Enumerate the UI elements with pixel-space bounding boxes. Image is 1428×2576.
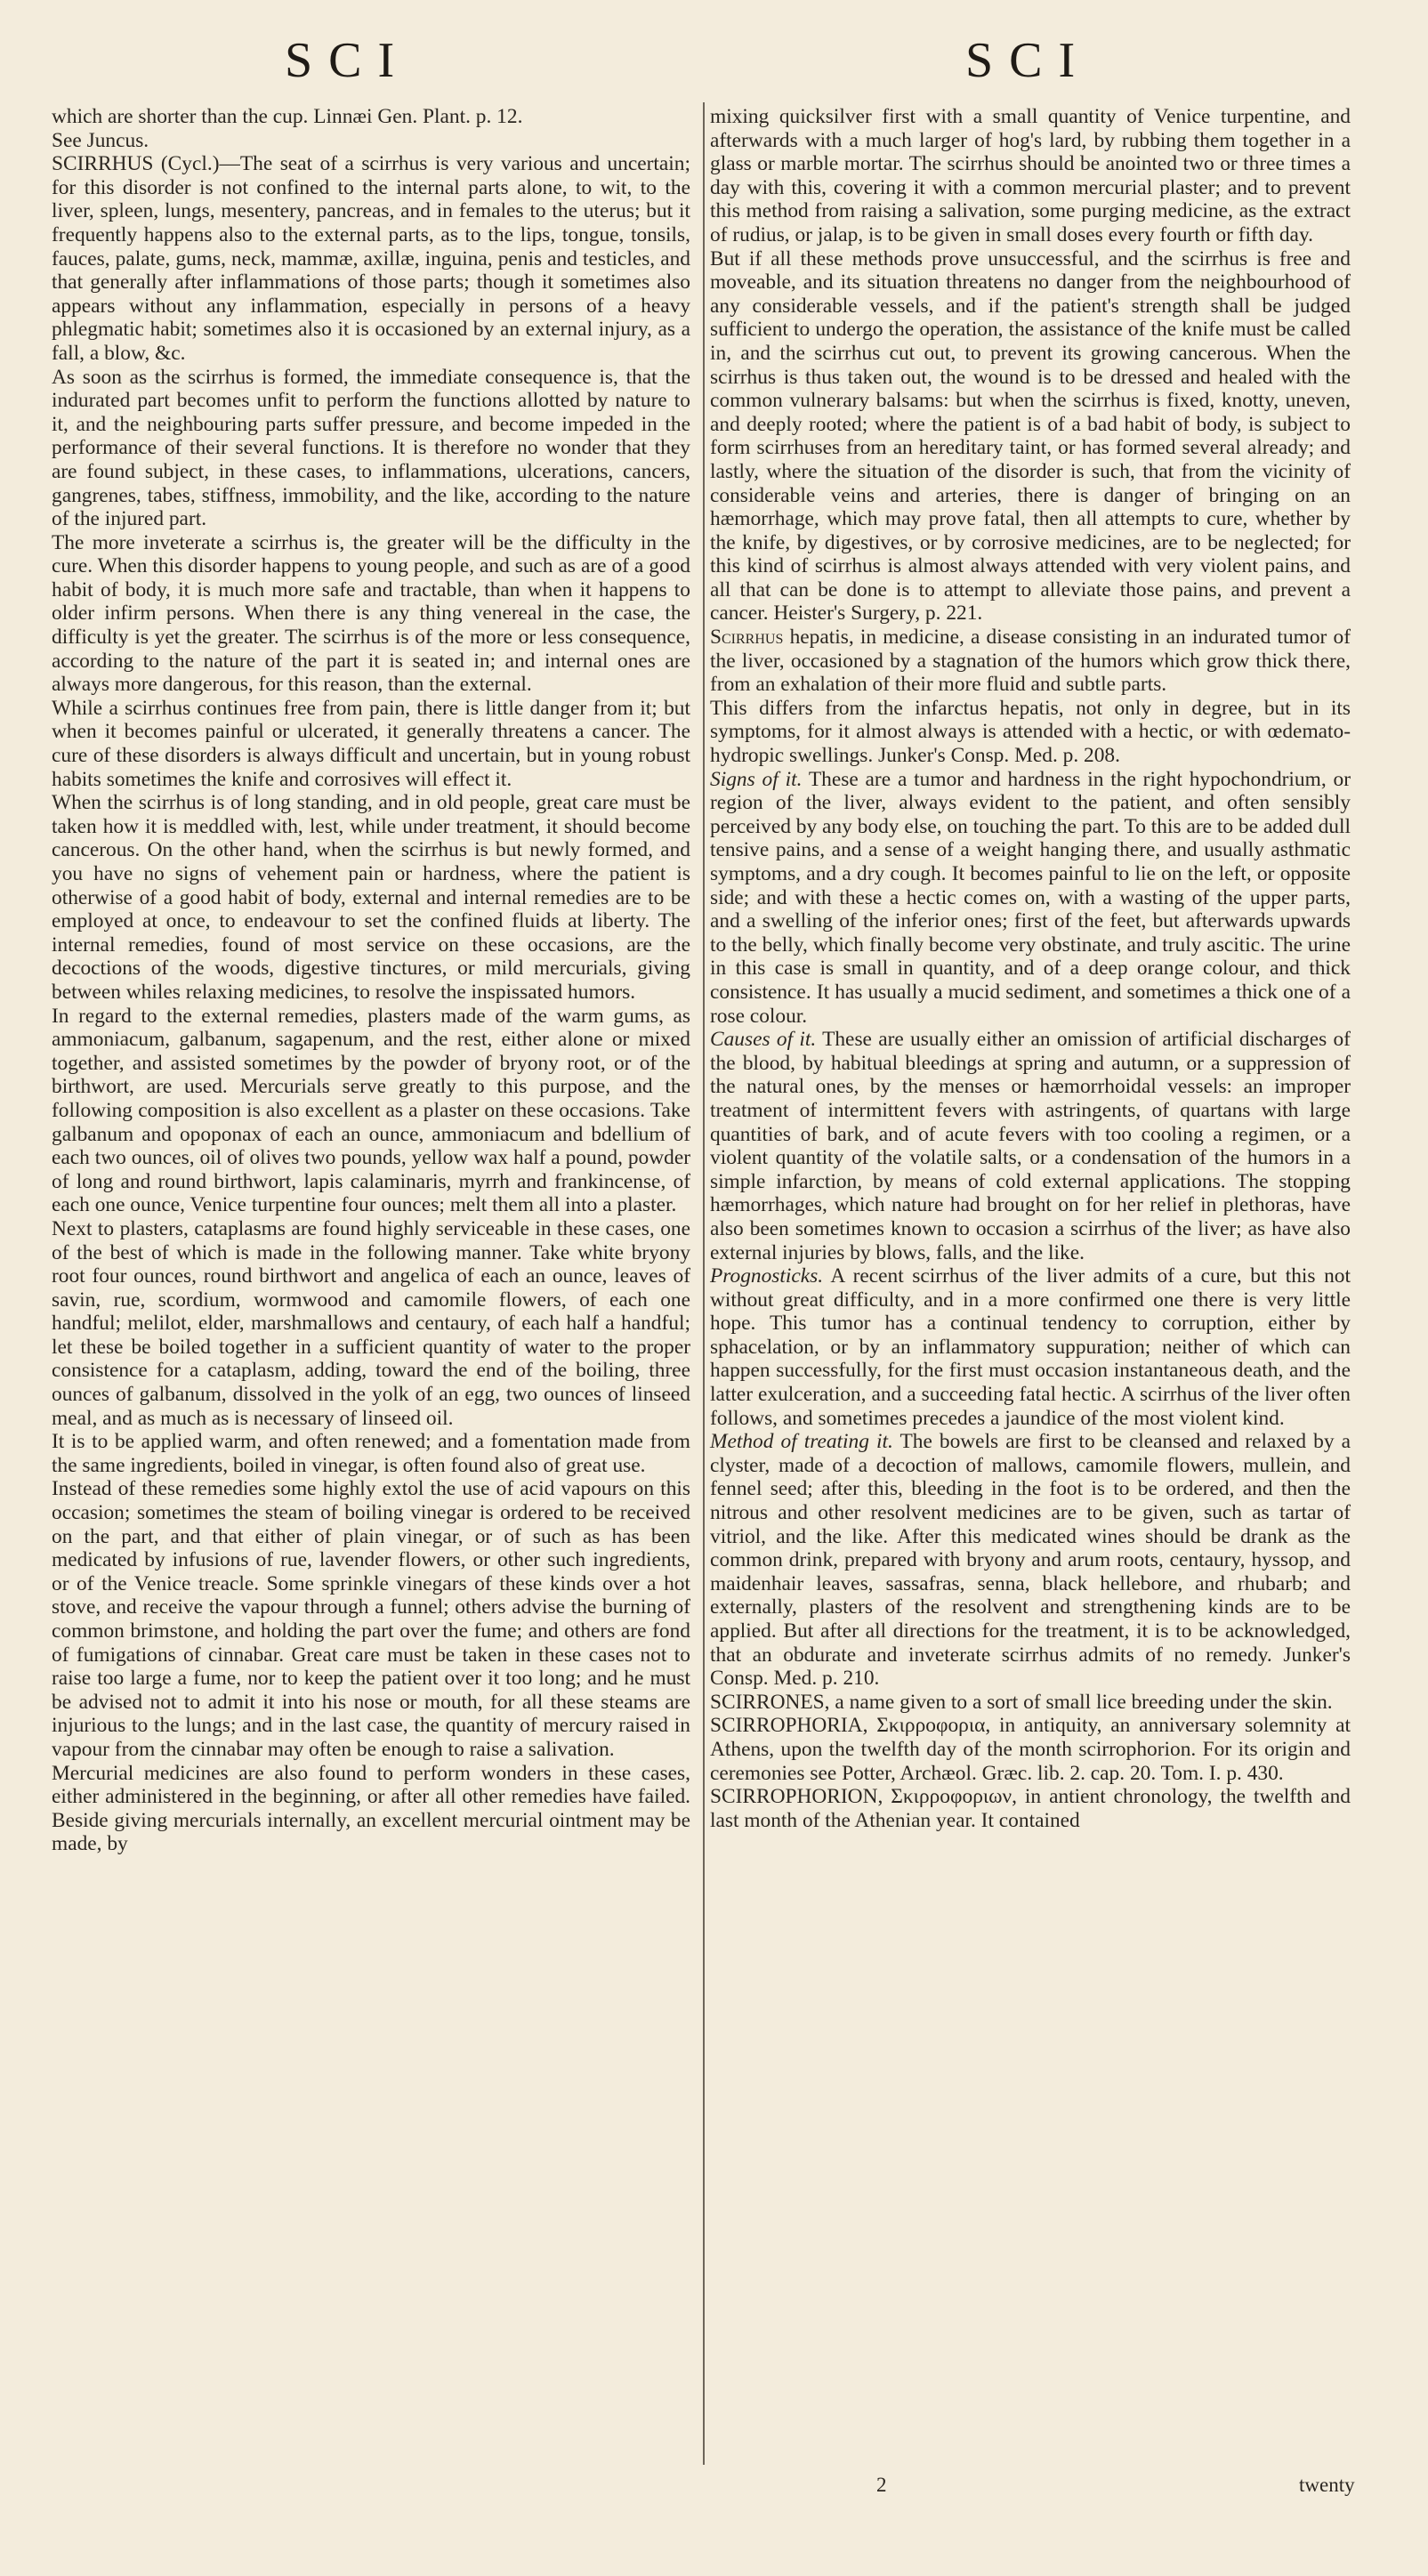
paragraph: mixing quicksilver first with a small quantity of Venice turpentine, and afterwards with a much larger of hog's lard, by rubbing them together in a glass or marble mortar. The scirrhus should be anointed two or three times a day with this, covering it with a common mercurial plaster; and to prevent this method from raising a salivation, some purging medicine, as the extract of rudius, or jalap, is to be given in small doses every fourth or fifth day. bbox=[710, 105, 1351, 246]
section-heading: Signs of it. bbox=[710, 767, 803, 791]
paragraph: As soon as the scirrhus is formed, the immediate consequence is, that the indurated part becomes unfit to perform the functions allotted by nature to it, and the neighbouring parts suffer pressure, and become impeded in the performance of their several functions. It is therefore no wonder that they are found subject, in these cases, to inflammations, ulcerations, cancers, gangrenes, tabes, stiffness, immobility, and the like, according to the nature of the injured part. bbox=[52, 365, 690, 531]
running-head-right: SCI bbox=[965, 33, 1092, 88]
paragraph: Mercurial medicines are also found to perform wonders in these cases, either administered in the beginning, or after all other remedies have failed. Beside giving mercurials internally, an excellent mercurial ointment may be made, by bbox=[52, 1761, 690, 1856]
column-divider bbox=[703, 102, 705, 2465]
section-heading: Prognosticks. bbox=[710, 1264, 824, 1288]
paragraph: When the scirrhus is of long standing, and in old people, great care must be taken how it is meddled with, lest, while under treatment, it should become cancerous. On the other hand, when the scirrhus is but newly formed, and you have no signs of vehement pain or hardness, where the patient is otherwise of a good habit of body, external and internal remedies are to be employed at once, to endeavour to set the confined fluids at liberty. The internal remedies, found of most service on these occasions, are the decoctions of the woods, digestive tinctures, or mild mercurials, giving between whiles relaxing medicines, to resolve the inspissated humors. bbox=[52, 791, 690, 1004]
entry-headword: SCIRROPHORIA, bbox=[710, 1714, 868, 1738]
paragraph: This differs from the infarctus hepatis, not only in degree, but in its symptoms, for it almost always is attended with a hectic, or with œdemato-hydropic swellings. Junker's Consp. Med. p. 208. bbox=[710, 696, 1351, 768]
left-column bbox=[52, 105, 690, 1856]
paragraph: While a scirrhus continues free from pain, there is little danger from it; but when it becomes painful or ulcerated, it generally threatens a cancer. The cure of these disorders is always difficult and uncertain, but in young robust habits sometimes the knife and corrosives will effect it. bbox=[52, 696, 690, 791]
paragraph: Next to plasters, cataplasms are found highly serviceable in these cases, one of the best of which is made in the following manner. Take white bryony root four ounces, round birthwort and angelica of each an ounce, leaves of savin, rue, scordium, wormwood and camomile flowers, of each one handful; melilot, elder, marshmallows and centaury, of each half a handful; let these be boiled together in a sufficient quantity of water to the proper consistence for a cataplasm, adding, toward the end of the boiling, three ounces of galbanum, dissolved in the yolk of an egg, two ounces of linseed meal, and as much as is necessary of linseed oil. bbox=[52, 1216, 690, 1430]
paragraph: In regard to the external remedies, plasters made of the warm gums, as ammoniacum, galbanum, sagapenum, and the rest, either alone or mixed together, and assisted sometimes by the powder of bryony root, or of the birthwort, are used. Mercurials serve greatly to this purpose, and the following composition is also excellent as a plaster on these occasions. Take galbanum and opoponax of each an ounce, ammoniacum and bdellium of each two ounces, oil of olives two pounds, yellow wax half a pound, powder of long and round birthwort, lapis calaminaris, myrrh and frankincense, of each one ounce, Venice turpentine four ounces; melt them all into a plaster. bbox=[52, 1004, 690, 1217]
entry-scirrhus-hepatis: Scirrhus hepatis, in medicine, a disease consisting in an indurated tumor of the liver, occasioned by a stagnation of the humors which grow thick there, from an exhalation of their more fluid and subtle parts. bbox=[710, 626, 1351, 697]
section-causes: Causes of it. These are usually either an omission of artificial discharges of the blood, by habitual bleedings at spring and autumn, or a suppression of the natural ones, by the menses or hæmorrhoidal vessels: an improper treatment of intermittent fevers with astringents, of quartans with large quantities of bark, and of acute fevers with too cooling a regimen, or a violent quantity of the volatile salts, or a condensation of the humors in a simple infarction, by means of cold external applications. The stopping hæmorrhages, which nature had brought on for her relief in plethoras, have also been sometimes known to occasion a scirrhus of the liver; as have also external injuries by blows, falls, and the like. bbox=[710, 1028, 1351, 1264]
running-head-left: SCI bbox=[285, 33, 411, 88]
paragraph: The more inveterate a scirrhus is, the greater will be the difficulty in the cure. When this disorder happens to young people, and such as are of a good habit of body, it is much more safe and tractable, than when it happens to older infirm persons. When there is any thing venereal in the case, the difficulty is yet the greater. The scirrhus is of the more or less consequence, according to the nature of the part it is seated in; and internal ones are always more dangerous, for this reason, than the external. bbox=[52, 530, 690, 697]
paragraph: It is to be applied warm, and often renewed; and a fomentation made from the same ingredients, boiled in vinegar, is often found also of great use. bbox=[52, 1430, 690, 1477]
paragraph: See Juncus. bbox=[52, 128, 149, 152]
section-heading: Causes of it. bbox=[710, 1028, 817, 1052]
section-signs: Signs of it. These are a tumor and hardness in the right hypochondrium, or region of the liver, always evident to the patient, and often sensibly perceived by any body else, on touching the part. To this are to be added dull tensive pains, and a sense of a weight hanging there, and usually asthmatic symptoms, and a dry cough. It becomes painful to lie on the left, or opposite side; and with these a hectic comes on, with a wasting of the upper parts, and a swelling of the inferior ones; first of the feet, but afterwards upwards to the belly, which finally become very obstinate, and truly ascitic. The urine in this case is small in quantity, and of a deep orange colour, and thick consistence. It has usually a mucid sediment, and sometimes a thick one of a rose colour. bbox=[710, 767, 1351, 1028]
right-column bbox=[710, 105, 1351, 1832]
catchword: twenty bbox=[1299, 2474, 1355, 2496]
section-heading: Method of treating it. bbox=[710, 1430, 893, 1454]
paragraph: But if all these methods prove unsuccessful, and the scirrhus is free and moveable, and its situation threatens no danger from the neighbourhood of any considerable vessels, and if the patient's strength shall be judged sufficient to undergo the operation, the assistance of the knife must be called in, and the scirrhus cut out, to prevent its growing cancerous. When the scirrhus is thus taken out, the wound is to be dressed and healed with the common vulnerary balsams: but when the scirrhus is fixed, knotty, uneven, and deeply rooted; where the patient is of a bad habit of body, is subject to form scirrhuses from an hereditary taint, or has formed several already; and lastly, where the situation of the disorder is such, that from the vicinity of considerable veins and arteries, there is danger of bringing on an hæmorrhage, which may prove fatal, then all attempts to cure, whether by the knife, by digestives, or by corrosive medicines, are to be neglected; for this kind of scirrhus is almost always attended with very violent pains, and all that can be done is to attempt to alleviate those pains, and prevent a cancer. Heister's Surgery, p. 221. bbox=[710, 246, 1351, 626]
entry-scirrones: SCIRRONES, a name given to a sort of small lice breeding under the skin. bbox=[710, 1690, 1333, 1714]
entry-headword: SCIRROPHORION, bbox=[710, 1785, 883, 1809]
section-prognosticks: Prognosticks. A recent scirrhus of the liver admits of a cure, but this not without great difficulty, and in a more confirmed one there is very little hope. This tumor has a continual tendency to corruption, either by sphacelation, or by an inflammatory suppuration; neither of which can happen successfully, for the first must occasion instantaneous death, and the latter exulceration, and a succeeding fatal hectic. A scirrhus of the liver often follows, and sometimes precedes a jaundice of the most violent kind. bbox=[710, 1264, 1351, 1430]
section-method: Method of treating it. The bowels are first to be cleansed and relaxed by a clyster, made of a decoction of mallows, camomile flowers, mullein, and fennel seed; after this, bleeding in the foot is to be ordered, and then the nitrous and other resolvent medicines are to be given, such as tartar of vitriol, and the like. After this medicated wines should be drank as the common drink, prepared with bryony and arum roots, centaury, hyssop, and maidenhair leaves, sassafras, senna, black hellebore, and rhubarb; and externally, plasters of the resolvent and strengthening kinds are to be applied. But after all directions for the treatment, it is to be acknowledged, that an obdurate and inveterate scirrhus admits of no remedy. Junker's Consp. Med. p. 210. bbox=[710, 1430, 1351, 1691]
signature-mark: 2 bbox=[876, 2474, 887, 2496]
entry-scirrophoria: SCIRROPHORIA, Σκιρροφορια, in antiquity, an anniversary solemnity at Athens, upon the twelfth day of the month scirrophorion. For its origin and ceremonies see Potter, Archæol. Græc. lib. 2. cap. 20. Tom. I. p. 430. bbox=[710, 1714, 1351, 1785]
entry-headword: Scirrhus bbox=[710, 626, 784, 650]
entry-headword: SCIRRHUS bbox=[52, 152, 154, 176]
paragraph: Instead of these remedies some highly extol the use of acid vapours on this occasion; sometimes the steam of boiling vinegar is ordered to be received on the part, and that either of plain vinegar, or of such as has been medicated by infusions of rue, lavender flowers, or other such ingredients, or of the Venice treacle. Some sprinkle vinegars of these kinds over a hot stove, and receive the vapour through a funnel; others advise the burning of common brimstone, and holding the part over the fume; and others are fond of fumigations of cinnabar. Great care must be taken in these cases not to raise too large a fume, nor to keep the patient over it too long; and he must be advised not to admit it into his nose or mouth, for all these steams are injurious to the lungs; and in the last case, the quantity of mercury raised in vapour from the cinnabar may often be enough to raise a salivation. bbox=[52, 1477, 690, 1761]
paragraph: which are shorter than the cup. Linnæi Gen. Plant. p. 12. bbox=[52, 105, 523, 128]
entry-scirrhus: SCIRRHUS (Cycl.)—The seat of a scirrhus is very various and uncertain; for this disorder is not confined to the internal parts alone, to wit, to the liver, spleen, lungs, mesentery, pancreas, and in females to the uterus; but it frequently happens also to the external parts, as to the lips, tongue, tonsils, fauces, palate, gums, neck, mammæ, axillæ, inguina, penis and testicles, and that generally after inflammations of those parts; though it sometimes also appears without any inflammation, especially in persons of a heavy phlegmatic habit; sometimes also it is occasioned by an external injury, as a fall, a blow, &c. bbox=[52, 152, 690, 365]
entry-headword: SCIRRONES, bbox=[710, 1690, 830, 1714]
entry-scirrophorion: SCIRROPHORION, Σκιρροφοριων, in antient chronology, the twelfth and last month of the Athenian year. It contained bbox=[710, 1785, 1351, 1832]
